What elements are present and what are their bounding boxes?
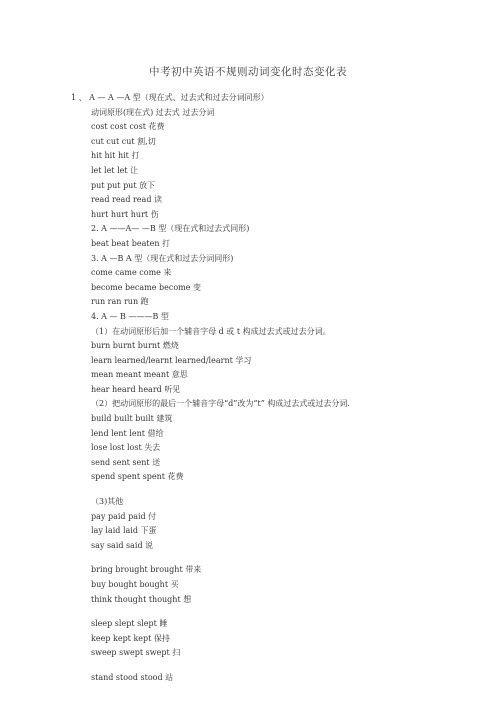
text-line: burn burnt burnt 燃烧 [91,341,179,351]
text-line: buy bought bought 买 [91,580,179,589]
page-title: 中考初中英语不规则动词变化时态变化表 [149,66,347,78]
text-line: （1）在动词原形后加一个辅音字母 d 或 t 构成过去式或过去分词。 [91,326,331,336]
text-line: become became become 变 [91,282,201,292]
text-line: bring brought brought 带来 [91,565,202,575]
text-line: hear heard heard 听见 [91,384,181,394]
text-line: stand stood stood 站 [91,672,174,682]
text-line: run ran run 跑 [91,297,149,307]
verb-table-body [0,91,496,686]
text-line: cost cost cost 花费 [91,122,165,132]
text-line: lend lent lent 借给 [91,428,164,438]
text-line: 4. A — B ———B 型 [91,311,169,321]
text-line: spend spent spent 花费 [91,472,184,482]
text-line: beat beat beaten 打 [91,238,171,248]
text-line: send sent sent 送 [91,457,161,467]
text-line: build built built 建筑 [91,414,173,424]
text-line: （2）把动词原形的最后一个辅音字母“d”改为“t” 构成过去式或过去分词. [91,399,350,409]
block-spacer [0,553,496,563]
text-line: pay paid paid 付 [91,511,157,521]
text-line: say said said 说 [91,540,154,550]
text-line: think thought thought 想 [91,594,192,604]
text-line: hurt hurt hurt 伤 [91,209,159,219]
text-line: （3)其他 [91,497,124,507]
text-line: cut cut cut 割,切 [91,136,156,146]
text-line: lay laid laid 下蛋 [91,526,157,536]
text-line: sweep swept swept 扫 [91,648,181,658]
text-line: sleep slept slept 睡 [91,619,168,629]
text-line: 2. A ——A— —B 型（现在式和过去式同形) [91,224,250,234]
block-spacer [0,661,496,671]
text-line: 动词原形(现在式) 过去式 过去分词 [91,107,215,117]
text-line: put put put 放下 [91,180,156,190]
text-line: let let let 让 [91,165,139,175]
text-line: read read read 读 [91,195,162,205]
block-spacer [0,485,496,495]
text-line: 1 、 A — A —A 型（现在式、过去式和过去分词同形） [71,93,269,102]
text-line: lose lost lost 失去 [91,443,161,453]
text-line: 3. A —B A 型（现在式和过去分词同形) [91,253,234,263]
text-line: come came come 来 [91,268,172,278]
text-line: keep kept kept 保持 [91,633,170,643]
block-spacer [0,607,496,617]
text-line: hit hit hit 打 [91,151,140,161]
text-line: mean meant meant 意思 [91,370,188,380]
text-line: learn learned/learnt learned/learnt 学习 [91,355,252,365]
